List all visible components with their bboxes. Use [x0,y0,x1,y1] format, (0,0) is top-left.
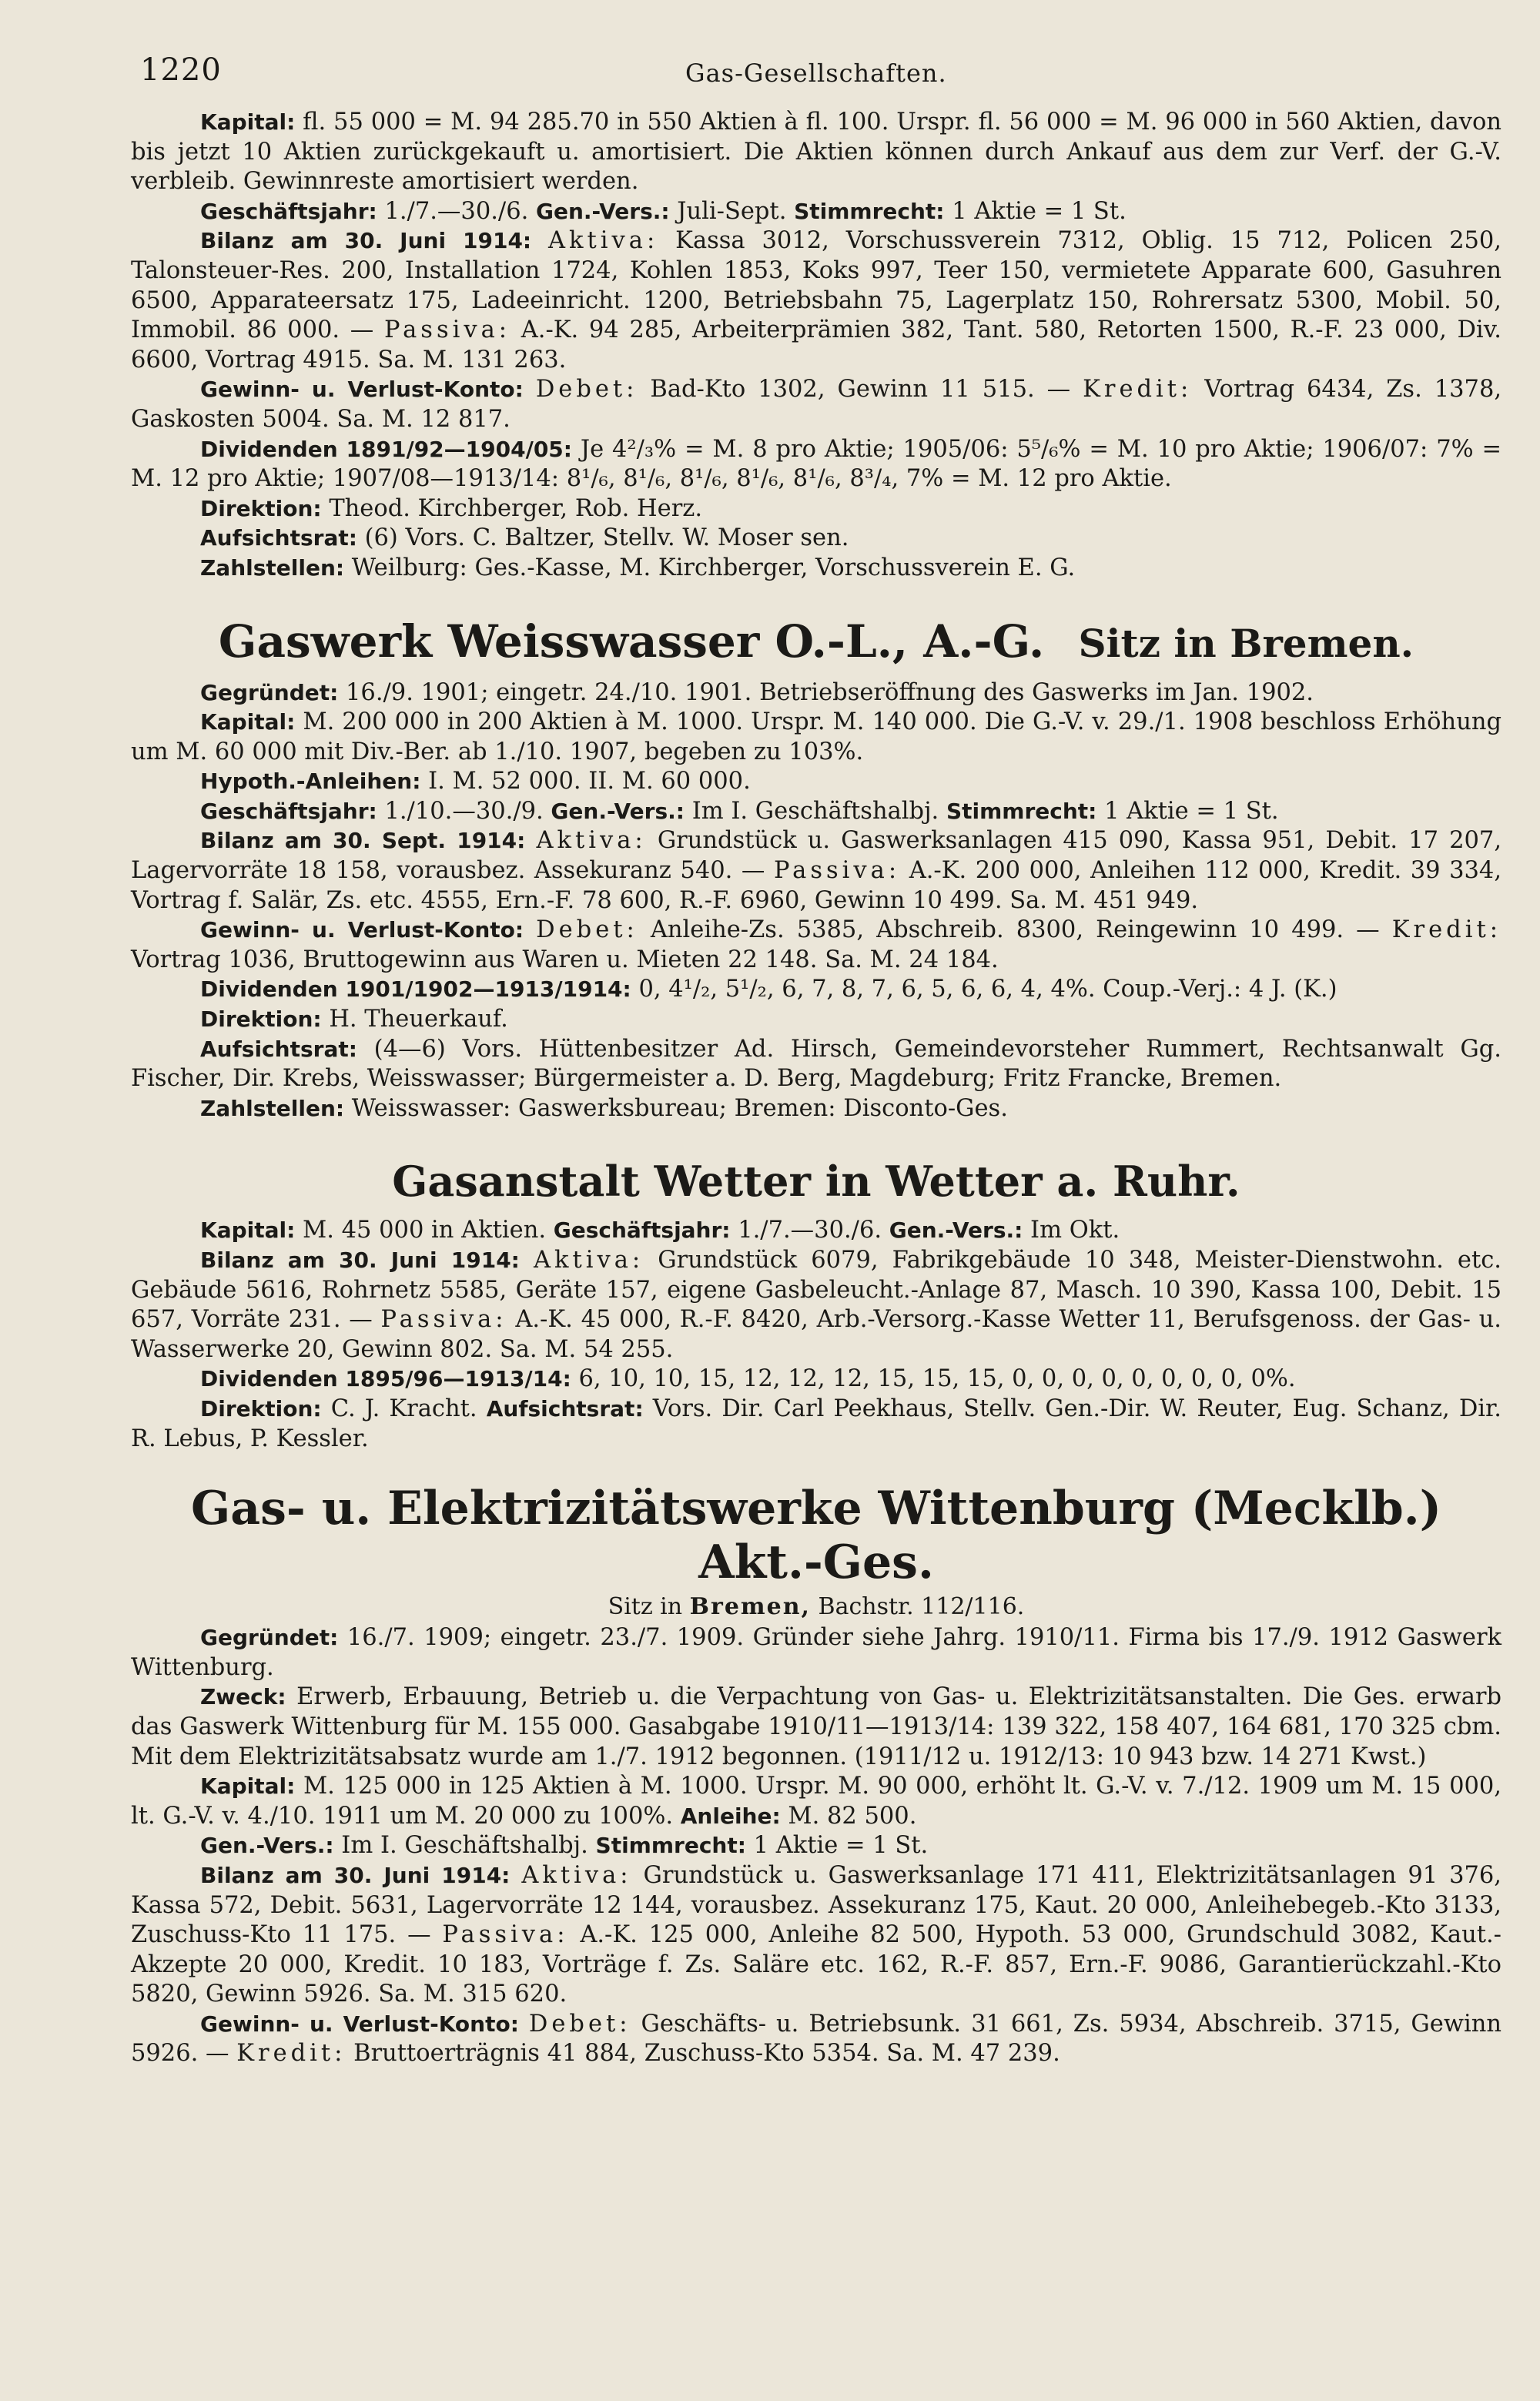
kapital-paragraph: Kapital: M. 125 000 in 125 Aktien à M. 1000. Urspr. M. 90 000, erhöht lt. G.-V. v. 7./12. 1909 um M. 15 000, lt. G.-V. v. 4./10. 1911 um M. 20 000 zu 100%. Anleihe: M. 82 500. [131,1773,1502,1830]
bilanz-paragraph: Bilanz am 30. Juni 1914: Aktiva: Grundstück u. Gaswerksanlage 171 411, Elektrizitätsanlagen 91 376, Kassa 572, Debit. 5631, Lagervorräte 12 144, vorausbez. Assekuranz 175, Kaut. 20 000, Anleihebegeb.-Kto 3133, Zuschuss-Kto 11 175. — Passiva: A.-K. 125 000, Anleihe 82 500, Hypoth. 53 000, Grundschuld 3082, Kaut.-Akzepte 20 000, Kredit. 10 183, Vorträge f. Zs. Saläre etc. 162, R.-F. 857, Ern.-F. 9086, Garantierückzahl.-Kto 5820, Gewinn 5926. Sa. M. 315 620. [131,1861,1502,2008]
section-title: Gas-Gesellschaften. [685,59,947,88]
company-heading: Gas- u. Elektrizitätswerke Wittenburg (Mecklb.) Akt.-Ges. [191,1482,1441,1590]
aufsichtsrat-paragraph: Aufsichtsrat: (6) Vors. C. Baltzer, Stellv. W. Moser sen. [200,524,849,552]
bilanz-paragraph: Bilanz am 30. Sept. 1914: Aktiva: Grundstück u. Gaswerksanlagen 415 090, Kassa 951, Debit. 17 207, Lagervorräte 18 158, vorausbez. Assekuranz 540. — Passiva: A.-K. 200 000, Anleihen 112 000, Kredit. 39 334, Vortrag f. Salär, Zs. etc. 4555, Ern.-F. 78 600, R.-F. 6960, Gewinn 10 499. Sa. M. 451 949. [131,827,1502,914]
gewinn-verlust-paragraph: Gewinn- u. Verlust-Konto: Debet: Geschäfts- u. Betriebsunk. 31 661, Zs. 5934, Abschreib. 3715, Gewinn 5926. — Kredit: Bruttoerträgnis 41 884, Zuschuss-Kto 5354. Sa. M. 47 239. [131,2010,1502,2068]
company-heading: Gasanstalt Wetter in Wetter a. Ruhr. [392,1157,1240,1207]
dividenden-paragraph: Dividenden 1891/92—1904/05: Je 4²/₃% = M. 8 pro Aktie; 1905/06: 5⁵/₆% = M. 10 pro Aktie; 1906/07: 7% = M. 12 pro Aktie; 1907/08—1913/14: 8¹/₆, 8¹/₆, 8¹/₆, 8¹/₆, 8¹/₆, 8³/₄, 7% = M. 12 pro Aktie. [131,435,1502,493]
direktion-paragraph: Direktion: H. Theuerkauf. [200,1006,508,1033]
aufsichtsrat-paragraph: Aufsichtsrat: (4—6) Vors. Hüttenbesitzer Ad. Hirsch, Gemeindevorsteher Rummert, Rechtsanwalt Gg. Fischer, Dir. Krebs, Weisswasser; Bürgermeister a. D. Berg, Magdeburg; Fritz Francke, Bremen. [131,1035,1502,1093]
kapital-paragraph: Kapital: fl. 55 000 = M. 94 285.70 in 550 Aktien à fl. 100. Urspr. fl. 56 000 = M. 96 000 in 560 Aktien, davon bis jetzt 10 Aktien zurückgekauft u. amortisiert. Die Aktien können durch Ankauf aus dem zur Verf. der G.-V. verbleib. Gewinnreste amortisiert werden. [131,109,1502,196]
zahlstellen-paragraph: Zahlstellen: Weisswasser: Gaswerksbureau; Bremen: Disconto-Ges. [200,1094,1008,1122]
gewinn-verlust-paragraph: Gewinn- u. Verlust-Konto: Debet: Bad-Kto 1302, Gewinn 11 515. — Kredit: Vortrag 6434, Zs. 1378, Gaskosten 5004. Sa. M. 12 817. [131,376,1502,433]
bilanz-paragraph: Bilanz am 30. Juni 1914: Aktiva: Grundstück 6079, Fabrikgebäude 10 348, Meister-Dienstwohn. etc. Gebäude 5616, Rohrnetz 5585, Geräte 157, eigene Gasbeleucht.-Anlage 87, Masch. 10 390, Kassa 100, Debit. 15 657, Vorräte 231. — Passiva: A.-K. 45 000, R.-F. 8420, Arb.-Versorg.-Kasse Wetter 11, Berufsgenoss. der Gas- u. Wasserwerke 20, Gewinn 802. Sa. M. 54 255. [131,1247,1502,1363]
bilanz-paragraph: Bilanz am 30. Juni 1914: Aktiva: Kassa 3012, Vorschussverein 7312, Oblig. 15 712, Policen 250, Talonsteuer-Res. 200, Installation 1724, Kohlen 1853, Koks 997, Teer 150, vermietete Apparate 600, Gasuhren 6500, Apparateersatz 175, Ladeeinricht. 1200, Betriebsbahn 75, Lagerplatz 150, Rohrersatz 5300, Mobil. 50, Immobil. 86 000. — Passiva: A.-K. 94 285, Arbeiterprämien 382, Tant. 580, Retorten 1500, R.-F. 23 000, Div. 6600, Vortrag 4915. Sa. M. 131 263. [131,227,1502,373]
running-head [131,46,1502,108]
dividenden-paragraph: Dividenden 1901/1902—1913/1914: 0, 4¹/₂, 5¹/₂, 6, 7, 8, 7, 6, 5, 6, 6, 4, 4%. Coup.-Verj.: 4 J. (K.) [200,976,1337,1003]
entry-wittenburg [131,1482,1502,2069]
zweck-paragraph: Zweck: Erwerb, Erbauung, Betrieb u. die Verpachtung von Gas- u. Elektrizitätsanstalten. Die Ges. erwarb das Gaswerk Wittenburg für M. 155 000. Gasabgabe 1910/11—1913/14: 139 322, 158 407, 164 681, 170 325 cbm. Mit dem Elektrizitätsabsatz wurde am 1./7. 1912 begonnen. (1911/12 u. 1912/13: 10 943 bzw. 14 271 Kwst.) [131,1683,1502,1770]
gen-vers-paragraph: Gen.-Vers.: Im I. Geschäftshalbj. Stimmrecht: 1 Aktie = 1 St. [200,1832,929,1860]
direktion-paragraph: Direktion: C. J. Kracht. Aufsichtsrat: Vors. Dir. Carl Peekhaus, Stellv. Gen.-Dir. W. Reuter, Eug. Schanz, Dir. R. Lebus, P. Kessler. [131,1395,1502,1452]
kapital-paragraph: Kapital: M. 200 000 in 200 Aktien à M. 1000. Urspr. M. 140 000. Die G.-V. v. 29./1. 1908 beschloss Erhöhung um M. 60 000 mit Div.-Ber. ab 1./10. 1907, begeben zu 103%. [131,708,1502,765]
dividenden-paragraph: Dividenden 1895/96—1913/14: 6, 10, 10, 15, 12, 12, 12, 15, 15, 15, 0, 0, 0, 0, 0, 0, 0, 0, 0%. [200,1365,1296,1393]
entry-gaswerk-weisswasser [131,614,1502,1124]
geschaeftsjahr-paragraph: Geschäftsjahr: 1./10.—30./9. Gen.-Vers.: Im I. Geschäftshalbj. Stimmrecht: 1 Aktie = 1 St. [200,797,1279,825]
hypoth-paragraph: Hypoth.-Anleihen: I. M. 52 000. II. M. 60 000. [200,768,751,795]
geschaeftsjahr-paragraph: Geschäftsjahr: 1./7.—30./6. Gen.-Vers.: Juli-Sept. Stimmrecht: 1 Aktie = 1 St. [200,197,1127,225]
kapital-paragraph: Kapital: M. 45 000 in Aktien. Geschäftsjahr: 1./7.—30./6. Gen.-Vers.: Im Okt. [200,1217,1120,1244]
direktion-paragraph: Direktion: Theod. Kirchberger, Rob. Herz. [200,494,703,522]
gegruendet-paragraph: Gegründet: 16./9. 1901; eingetr. 24./10. 1901. Betriebseröffnung des Gaswerks im Jan. 1902. [200,678,1314,706]
gegruendet-paragraph: Gegründet: 16./7. 1909; eingetr. 23./7. 1909. Gründer siehe Jahrg. 1910/11. Firma bis 17./9. 1912 Gaswerk Wittenburg. [131,1624,1502,1681]
gewinn-verlust-paragraph: Gewinn- u. Verlust-Konto: Debet: Anleihe-Zs. 5385, Abschreib. 8300, Reingewinn 10 499. — Kredit: Vortrag 1036, Bruttogewinn aus Waren u. Mieten 22 148. Sa. M. 24 184. [131,916,1502,973]
page-number: 1220 [140,52,222,88]
entry-gasanstalt-wetter [131,1154,1502,1454]
zahlstellen-paragraph: Zahlstellen: Weilburg: Ges.-Kasse, M. Kirchberger, Vorschussverein E. G. [200,554,1076,581]
entry-continued [131,108,1502,584]
company-heading: Gaswerk Weisswasser O.-L., A.-G. Sitz in Bremen. [218,614,1414,668]
company-seat: Sitz in Bremen, Bachstr. 112/116. [608,1593,1025,1621]
